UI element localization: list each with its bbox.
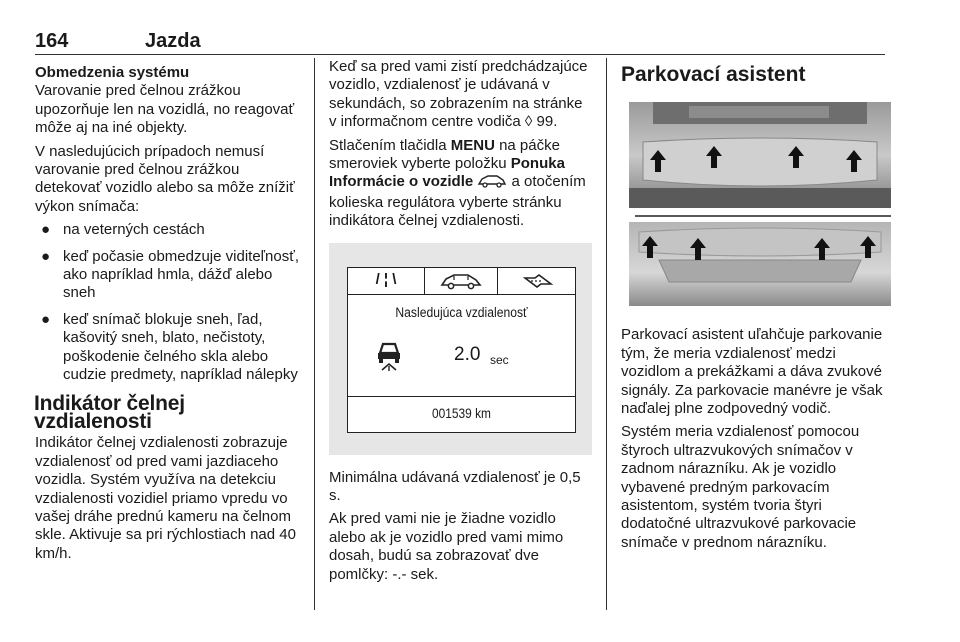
driver-info-display	[347, 267, 576, 433]
section-heading: Parkovací asistent	[621, 63, 806, 86]
tab-car-icon	[424, 268, 498, 295]
display-tabs	[348, 268, 575, 294]
tab-road-icon	[508, 268, 568, 294]
paragraph: Parkovací asistent uľahčuje parkovanie tým, že meria vzdialenosť medzi vozidlom a prekážkami a dáva zvukové signály. Za parkovacie manévre je však naďalej plne zodpovedný vodič.	[621, 326, 883, 418]
section-heading: Indikátor čelnej vzdialenosti	[34, 391, 185, 433]
page-number: 164	[35, 30, 69, 52]
display-label: Nasledujúca vzdialenosť	[395, 304, 528, 320]
bullet-icon: ●	[41, 221, 51, 239]
paragraph: Ak pred vami nie je žiadne vozidlo alebo ak je vozidlo pred vami mimo dosah, budú sa zobrazovať dve pomlčky: -.- sek.	[329, 510, 564, 583]
page-ref-icon: ◊	[524, 113, 533, 131]
display-illustration	[329, 243, 592, 455]
paragraph: Systém meria vzdialenosť pomocou štyroch ultrazvukových snímačov v zadnom nárazníku. Ak je vozidlo vybavené predným parkovacím asistentom, systém tvoria štyri dodatočné ultrazvukové parkovacie snímače v prednom nárazníku.	[621, 423, 860, 551]
following-car-icon	[372, 338, 406, 377]
list-item: ● keď snímač blokuje sneh, ľad, kašovitý sneh, blato, nečistoty, poškodenie čelného skla alebo cudzie predmety, napríklad nálepky	[41, 310, 298, 384]
paragraph: Indikátor čelnej vzdialenosti zobrazuje vzdialenosť od pred vami jazdiaceho vozidla. Systém využíva na detekciu vzdialenosti vozidiel priamo vpredu vo vašej dráhe prednú kameru na čelnom skle. Aktivuje sa pri rýchlostiach nad 40 km/h.	[35, 434, 296, 562]
column-divider-1	[314, 58, 315, 610]
page-ref: 99.	[536, 113, 558, 131]
column-2	[329, 58, 593, 589]
paragraph: Keď sa pred vami zistí predchádzajúce vozidlo, vzdialenosť je udávaná v sekundách, so zobrazením na stránke v informačnom centre vodiča ◊ 99.	[329, 58, 588, 131]
display-divider	[348, 396, 575, 398]
chapter-title: Jazda	[145, 30, 201, 52]
tab-lane-icon: / ¦ \	[375, 271, 397, 289]
column-1	[35, 58, 303, 568]
menu-keyword: MENU	[450, 136, 495, 154]
parking-sensors-photo	[629, 102, 891, 306]
list-item: ● na veterných cestách	[41, 221, 205, 239]
paragraph: Stlačením tlačidla MENU na páčke smeroviek vyberte položku Ponuka Informácie o vozidle a otočením kolieska regulátora vyberte stránku indikátora čelnej vzdialenosti.	[329, 136, 586, 230]
column-divider-2	[606, 58, 607, 610]
paragraph: V nasledujúcich prípadoch nemusí varovanie pred čelnou zrážkou detekovať vozidlo alebo sa môže znížiť výkon snímača:	[35, 142, 295, 215]
paragraph: Varovanie pred čelnou zrážkou upozorňuje len na vozidlá, no reagovať môže aj na iné objekty.	[35, 82, 295, 137]
display-divider	[348, 294, 575, 296]
bullet-icon: ●	[41, 247, 51, 265]
bullet-list	[35, 221, 303, 384]
list-item: ● keď počasie obmedzuje viditeľnosť, ako napríklad hmla, dážď alebo sneh	[41, 247, 300, 302]
distance-value: 2.0	[454, 343, 481, 365]
car-info-icon	[477, 174, 507, 193]
column-3	[621, 58, 893, 557]
distance-unit: sec	[490, 352, 509, 367]
odometer: 001539 km	[432, 404, 491, 421]
bullet-icon: ●	[41, 310, 51, 328]
paragraph: Minimálna udávaná vzdialenosť je 0,5 s.	[329, 468, 581, 505]
page-header	[35, 28, 885, 55]
menu-item-keyword: Ponuka Informácie o vozidle	[329, 155, 565, 191]
section-subheading: Obmedzenia systému	[35, 64, 190, 81]
